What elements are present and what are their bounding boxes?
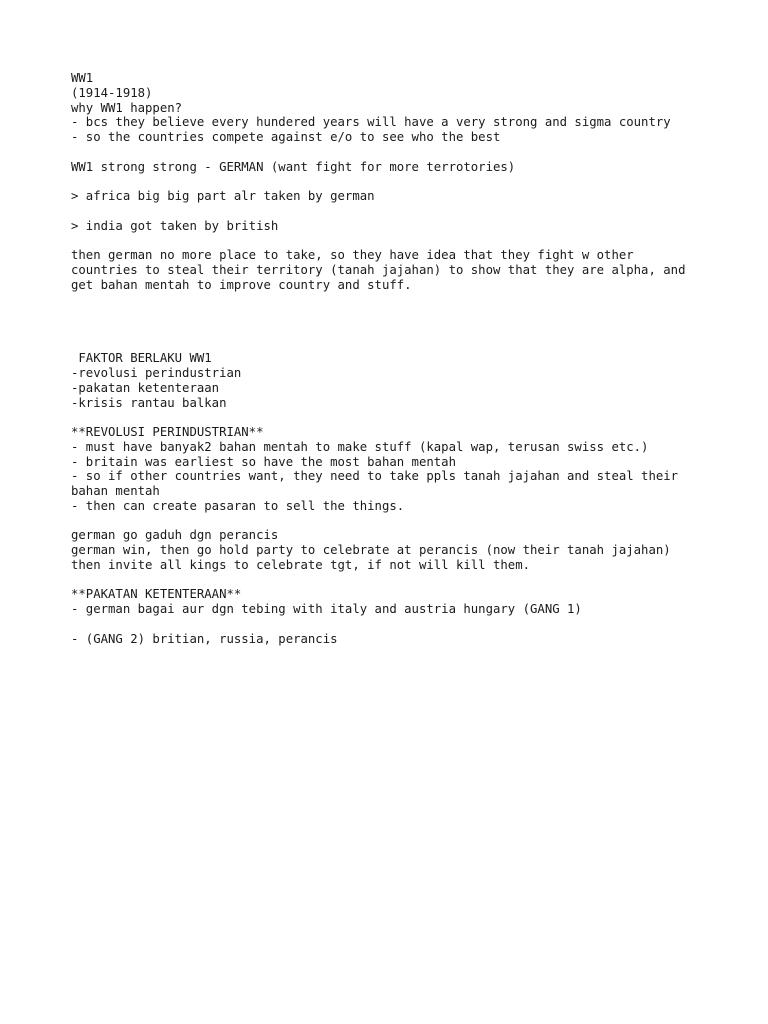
section-heading: FAKTOR BERLAKU WW1 [71,351,212,366]
doc-text-line: > africa big big part alr taken by german [71,189,375,203]
doc-text-line: - so if other countries want, they need to take ppls tanah jajahan and steal their [71,469,679,484]
blank-line [71,145,731,160]
doc-text-line: > india got taken by british [71,218,279,233]
section-heading: **PAKATAN KETENTERAAN** [71,587,242,602]
doc-text-line: get bahan mentah to improve country and stuff. [71,277,412,292]
doc-text-line: - (GANG 2) britian, russia, perancis [71,631,338,646]
blank-line [71,233,731,248]
doc-title: WW1 [71,71,94,85]
blank-line [71,410,731,425]
doc-text-line: - must have banyak2 bahan mentah to make stuff (kapal wap, terusan swiss etc.) [71,439,649,454]
doc-text-line: -krisis rantau balkan [71,395,227,410]
doc-text-line: countries to steal their territory (tanah jajahan) to show that they are alpha, and [71,262,686,277]
blank-line [71,514,731,529]
doc-years: (1914-1918) [71,85,153,100]
doc-text-line: - then can create pasaran to sell the things. [71,498,405,513]
doc-text-line: - german bagai aur dgn tebing with italy and austria hungary (GANG 1) [71,602,582,616]
doc-text-line: then invite all kings to celebrate tgt, if not will kill them. [71,557,531,572]
blank-line [71,204,731,219]
doc-text-line: WW1 strong strong - GERMAN (want fight for more terrotories) [71,159,516,174]
blank-line [71,174,731,189]
blank-line [71,617,731,632]
doc-text-line: german go gaduh dgn perancis [71,528,279,543]
doc-text-line: -revolusi perindustrian [71,366,242,380]
document-page [71,71,731,646]
blank-gap [71,292,731,351]
doc-text-line: - britain was earliest so have the most bahan mentah [71,454,456,469]
section-heading: **REVOLUSI PERINDUSTRIAN** [71,425,264,439]
doc-text-line: -pakatan ketenteraan [71,380,220,395]
doc-text-line: german win, then go hold party to celebrate at perancis (now their tanah jajahan) [71,543,671,557]
doc-text-line: - bcs they believe every hundered years will have a very strong and sigma country [71,115,671,130]
doc-text-line: - so the countries compete against e/o to see who the best [71,130,501,144]
blank-line [71,573,731,588]
doc-text-line: bahan mentah [71,484,160,498]
doc-text-line: then german no more place to take, so they have idea that they fight w other [71,248,634,262]
doc-question: why WW1 happen? [71,100,183,115]
